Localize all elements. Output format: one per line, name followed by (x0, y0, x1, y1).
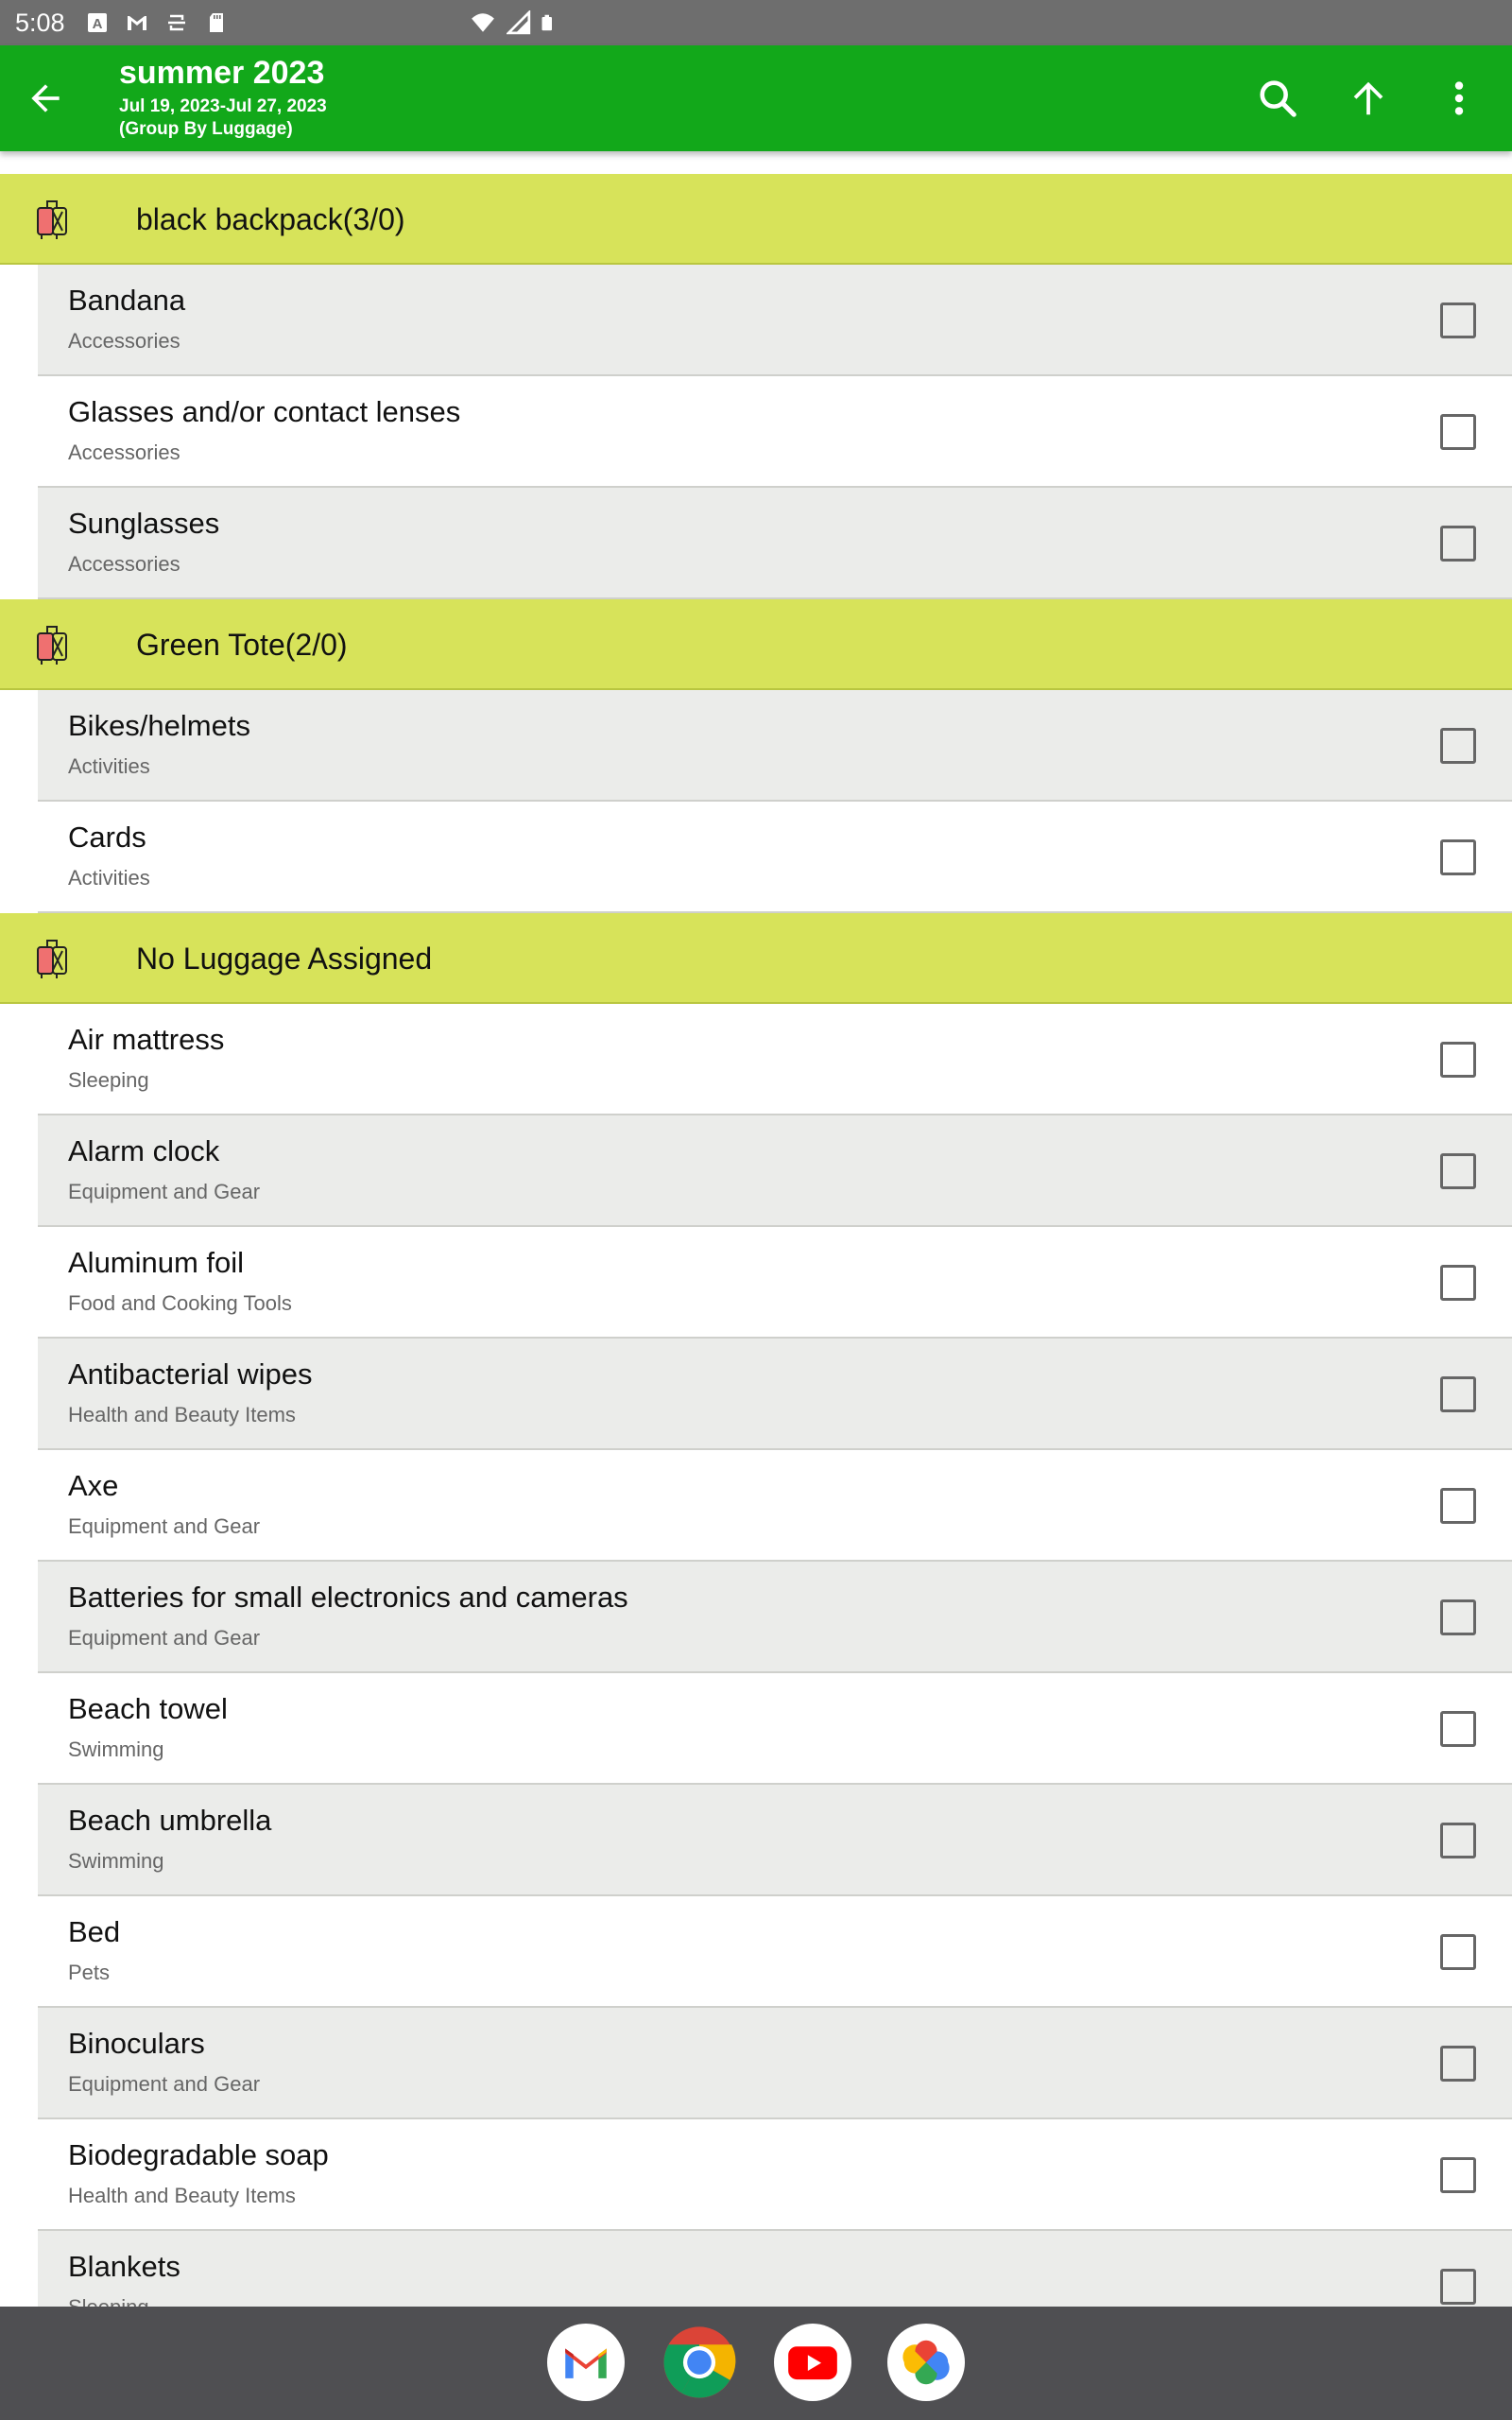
item-category: Swimming (68, 1849, 164, 1873)
item-category: Pets (68, 1961, 111, 1984)
list-item[interactable] (38, 2008, 1512, 2119)
item-checkbox[interactable] (1440, 1488, 1476, 1524)
item-category: Equipment and Gear (68, 1626, 261, 1650)
item-category: Health and Beauty Items (68, 2184, 296, 2207)
gmail-status-icon (126, 11, 148, 34)
item-category: Activities (68, 754, 150, 778)
item-checkbox[interactable] (1440, 1934, 1476, 1970)
item-category: Accessories (68, 441, 180, 464)
sd-card-icon (205, 11, 228, 34)
item-category: Accessories (68, 552, 180, 576)
photos-icon (897, 2333, 955, 2392)
item-name: Alarm clock (68, 1134, 220, 1167)
more-options-button[interactable] (1435, 74, 1484, 123)
item-name: Beach umbrella (68, 1804, 272, 1837)
list-item[interactable] (38, 1115, 1512, 1227)
search-button[interactable] (1253, 74, 1302, 123)
app-bar (0, 45, 1512, 151)
item-checkbox[interactable] (1440, 839, 1476, 875)
item-category: Swimming (68, 1737, 164, 1761)
a-icon (86, 11, 109, 34)
group-title: black backpack(3/0) (136, 202, 405, 236)
luggage-icon (36, 938, 72, 979)
list-item[interactable] (38, 1673, 1512, 1785)
item-name: Axe (68, 1469, 119, 1502)
item-name: Binoculars (68, 2027, 205, 2060)
item-checkbox[interactable] (1440, 526, 1476, 562)
notification-icons (86, 11, 228, 34)
item-checkbox[interactable] (1440, 1711, 1476, 1747)
item-checkbox[interactable] (1440, 414, 1476, 450)
item-checkbox[interactable] (1440, 1265, 1476, 1301)
item-category: Health and Beauty Items (68, 1403, 296, 1426)
grouping-label: (Group By Luggage) (119, 119, 293, 139)
search-icon (1256, 77, 1299, 120)
item-name: Beach towel (68, 1692, 228, 1725)
youtube-icon (783, 2333, 842, 2392)
item-category: Accessories (68, 329, 180, 353)
battery-icon (541, 9, 558, 36)
item-checkbox[interactable] (1440, 1153, 1476, 1189)
wifi-icon (469, 10, 497, 35)
item-name: Bed (68, 1915, 121, 1948)
back-arrow-icon (25, 78, 66, 119)
item-name: Glasses and/or contact lenses (68, 395, 461, 428)
status-bar (0, 0, 1512, 45)
list-item[interactable] (38, 2119, 1512, 2231)
list-item[interactable] (38, 1896, 1512, 2008)
svg-text:A: A (92, 16, 102, 32)
list-item[interactable] (38, 1227, 1512, 1339)
system-status-icons (469, 9, 558, 36)
item-name: Bikes/helmets (68, 709, 250, 742)
item-name: Antibacterial wipes (68, 1357, 313, 1391)
list-item[interactable] (38, 1339, 1512, 1450)
item-category: Equipment and Gear (68, 1514, 261, 1538)
list-item[interactable] (38, 1785, 1512, 1896)
item-category: Equipment and Gear (68, 1180, 261, 1203)
status-time: 5:08 (15, 8, 65, 37)
signal-icon (507, 10, 531, 35)
list-item[interactable] (38, 802, 1512, 913)
more-vert-icon (1437, 77, 1481, 120)
list-item[interactable] (38, 265, 1512, 376)
list-item[interactable] (38, 1004, 1512, 1115)
list-item[interactable] (38, 488, 1512, 599)
packing-list (0, 174, 1512, 2342)
item-checkbox[interactable] (1440, 1042, 1476, 1078)
item-category: Activities (68, 866, 150, 890)
item-category: Equipment and Gear (68, 2072, 261, 2096)
youtube-app[interactable] (774, 2324, 851, 2401)
item-checkbox[interactable] (1440, 1823, 1476, 1858)
item-name: Cards (68, 821, 146, 854)
group-header[interactable] (0, 913, 1512, 1004)
date-range: Jul 19, 2023-Jul 27, 2023 (119, 96, 327, 116)
item-name: Biodegradable soap (68, 2138, 329, 2171)
app-dock (0, 2307, 1512, 2420)
back-button[interactable] (25, 78, 66, 119)
item-name: Air mattress (68, 1023, 225, 1056)
item-category: Sleeping (68, 1068, 149, 1092)
group-header[interactable] (0, 174, 1512, 265)
group-title: No Luggage Assigned (136, 942, 433, 976)
luggage-icon (36, 199, 72, 240)
luggage-icon (36, 624, 72, 666)
list-item[interactable] (38, 1450, 1512, 1562)
item-checkbox[interactable] (1440, 1376, 1476, 1412)
page-title: summer 2023 (119, 55, 325, 91)
group-title: Green Tote(2/0) (136, 628, 348, 662)
list-item[interactable] (38, 690, 1512, 802)
item-name: Bandana (68, 284, 186, 317)
sort-button[interactable] (1344, 74, 1393, 123)
item-name: Blankets (68, 2250, 180, 2283)
item-checkbox[interactable] (1440, 1599, 1476, 1635)
gmail-icon (558, 2335, 613, 2390)
item-name: Sunglasses (68, 507, 220, 540)
group-header[interactable] (0, 599, 1512, 690)
item-name: Aluminum foil (68, 1246, 245, 1279)
item-checkbox[interactable] (1440, 302, 1476, 338)
item-checkbox[interactable] (1440, 728, 1476, 764)
list-item[interactable] (38, 1562, 1512, 1673)
item-checkbox[interactable] (1440, 2046, 1476, 2082)
gmail-app[interactable] (547, 2324, 625, 2401)
item-checkbox[interactable] (1440, 2157, 1476, 2193)
sync-icon (165, 11, 188, 34)
chrome-icon (661, 2324, 738, 2401)
item-category: Food and Cooking Tools (68, 1291, 292, 1315)
photos-app[interactable] (887, 2324, 965, 2401)
item-name: Batteries for small electronics and cameras (68, 1581, 628, 1614)
item-checkbox[interactable] (1440, 2269, 1476, 2305)
chrome-app[interactable] (661, 2324, 738, 2401)
list-item[interactable] (38, 376, 1512, 488)
arrow-up-icon (1347, 77, 1390, 120)
